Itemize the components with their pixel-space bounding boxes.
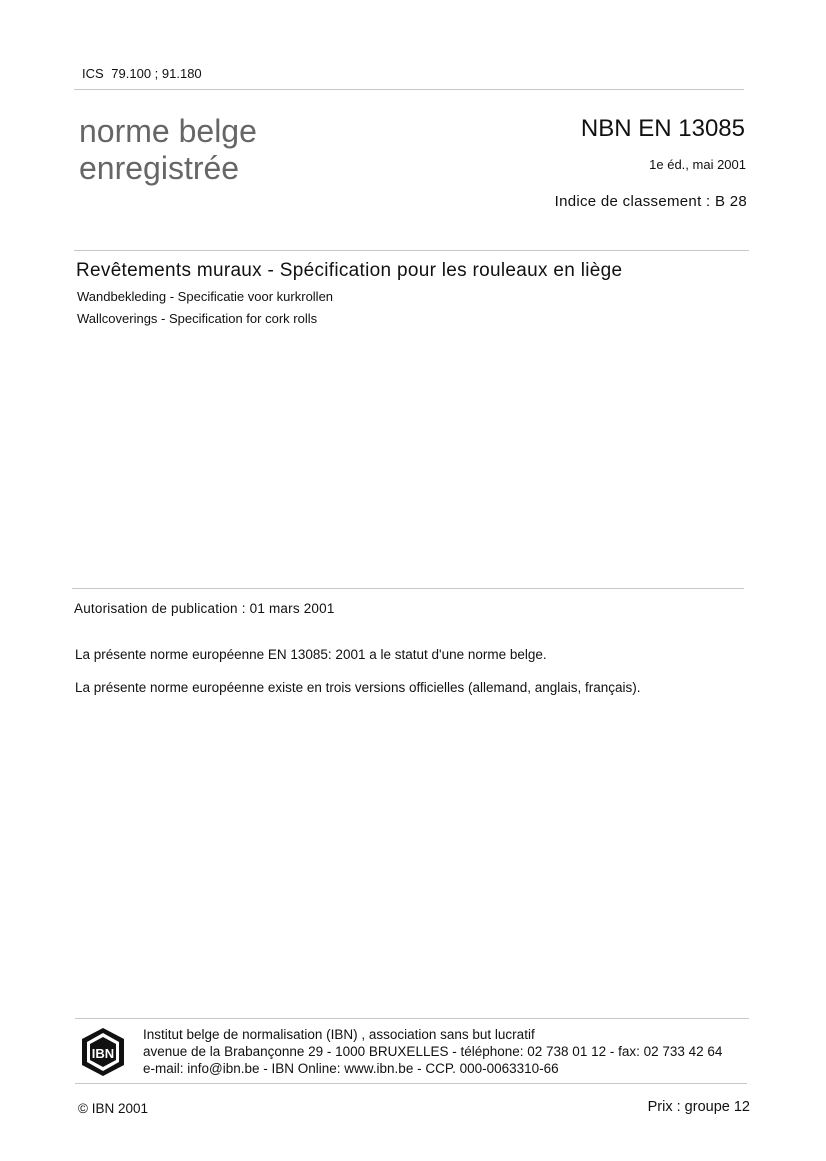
classification-index: Indice de classement : B 28: [554, 193, 747, 210]
ics-label: ICS: [82, 66, 104, 81]
ibn-logo-icon: [80, 1027, 126, 1077]
publication-authorization: Autorisation de publication : 01 mars 2001: [74, 601, 335, 616]
standard-number: NBN EN 13085: [580, 115, 745, 142]
institute-contact: e-mail: info@ibn.be - IBN Online: www.ibn.be - CCP. 000-0063310-66: [143, 1061, 559, 1076]
versions-statement: La présente norme européenne existe en trois versions officielles (allemand, anglais, français).: [75, 680, 641, 695]
ics-classification: [82, 66, 202, 81]
institute-info: [143, 1026, 722, 1077]
ics-codes: 79.100 ; 91.180: [111, 66, 202, 81]
institute-address: avenue de la Brabançonne 29 - 1000 BRUXELLES - téléphone: 02 738 01 12 - fax: 02 733 42 64: [143, 1044, 723, 1059]
title-french: Revêtements muraux - Spécification pour les rouleaux en liège: [76, 260, 623, 281]
price-group: Prix : groupe 12: [647, 1099, 750, 1115]
copyright: © IBN 2001: [78, 1101, 148, 1116]
edition-date: 1e éd., mai 2001: [649, 157, 746, 172]
title-english: Wallcoverings - Specification for cork rolls: [77, 311, 318, 326]
institute-name: Institut belge de normalisation (IBN) , association sans but lucratif: [143, 1027, 535, 1042]
footer-bottom-divider: [75, 1083, 747, 1084]
document-type-heading: [79, 113, 257, 187]
title-dutch: Wandbekleding - Specificatie voor kurkrollen: [77, 289, 334, 304]
logo-text: IBN: [91, 1046, 115, 1061]
title-divider: [74, 250, 749, 251]
brand-line-2: enregistrée: [79, 150, 240, 186]
brand-line-1: norme belge: [79, 113, 257, 149]
publication-divider: [72, 588, 744, 589]
status-statement: La présente norme européenne EN 13085: 2001 a le statut d'une norme belge.: [75, 647, 547, 662]
header-divider: [74, 89, 744, 90]
footer-top-divider: [75, 1018, 749, 1019]
